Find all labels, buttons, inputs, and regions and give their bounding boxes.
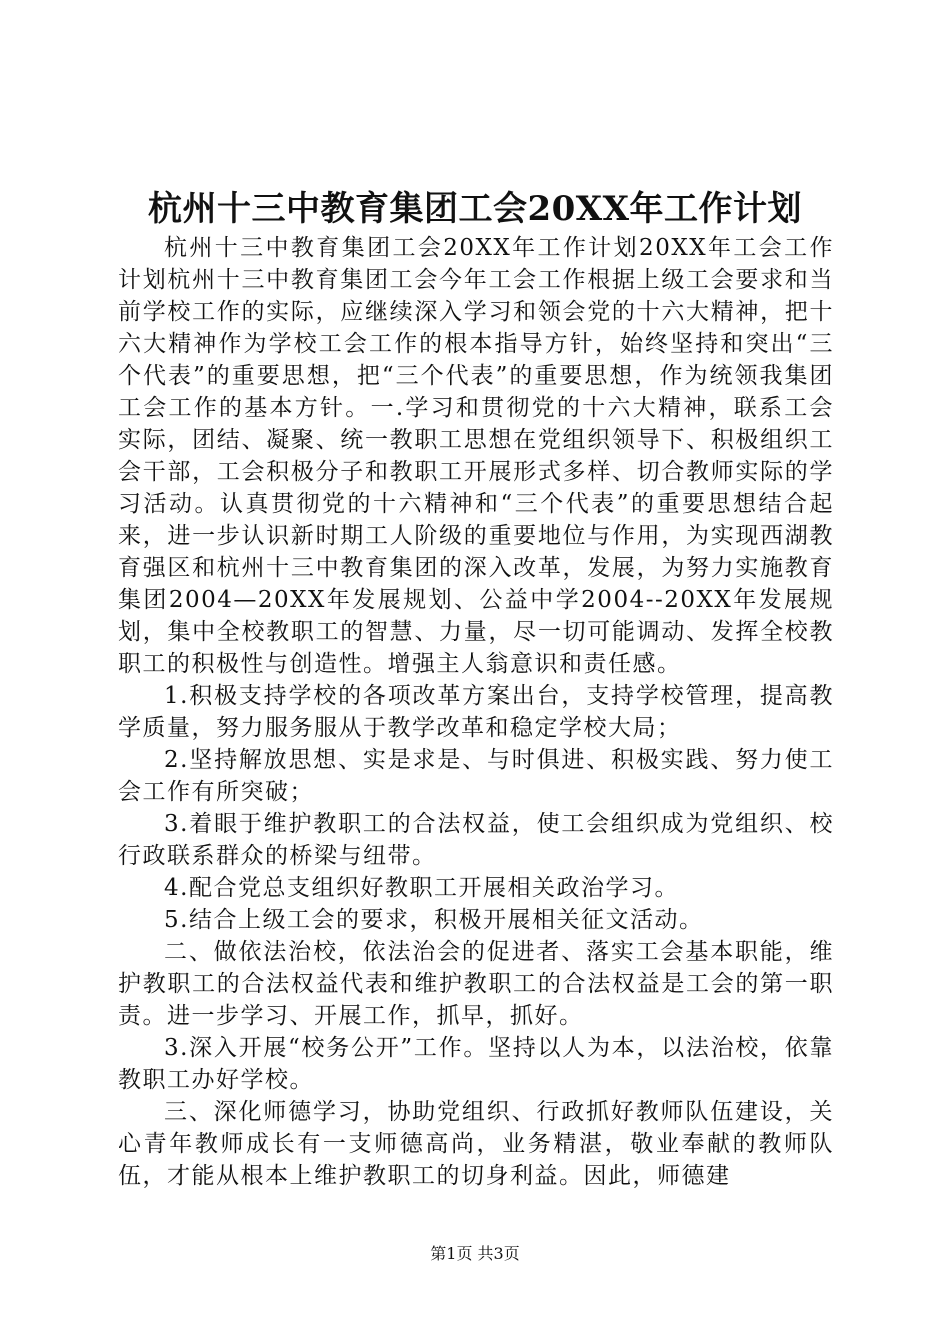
paragraph: 3.着眼于维护教职工的合法权益，使工会组织成为党组织、校行政联系群众的桥梁与纽带。 [118,811,834,869]
paragraph: 2.坚持解放思想、实是求是、与时俱进、积极实践、努力使工会工作有所突破； [118,747,834,805]
document-title: 杭州十三中教育集团工会20XX年工作计划 [147,189,803,229]
page-footer: 第1页 共3页 [430,1244,520,1263]
paragraph: 3.深入开展“校务公开”工作。坚持以人为本，以法治校，依靠教职工办好学校。 [118,1035,834,1093]
paragraph: 三、深化师德学习，协助党组织、行政抓好教师队伍建设，关心青年教师成长有一支师德高尚，业务精湛，敬业奉献的教师队伍，才能从根本上维护教职工的切身利益。因此，师德建 [118,1099,834,1189]
paragraph: 杭州十三中教育集团工会20XX年工作计划20XX年工会工作计划杭州十三中教育集团工会今年工会工作根据上级工会要求和当前学校工作的实际，应继续深入学习和领会党的十六大精神，把十六大精神作为学校工会工作的根本指导方针，始终坚持和突出“三个代表”的重要思想，把“三个代表”的重要思想，作为统领我集团工会工作的基本方针。一.学习和贯彻党的十六大精神，联系工会实际，团结、凝聚、统一教职工思想在党组织领导下、积极组织工会干部，工会积极分子和教职工开展形式多样、切合教师实际的学习活动。认真贯彻党的十六精神和“三个代表”的重要思想结合起来，进一步认识新时期工人阶级的重要地位与作用，为实现西湖教育强区和杭州十三中教育集团的深入改革，发展，为努力实施教育集团2004—20XX年发展规划、公益中学2004--20XX年发展规划，集中全校教职工的智慧、力量，尽一切可能调动、发挥全校教职工的积极性与创造性。增强主人翁意识和责任感。 [118,235,834,677]
paragraph: 5.结合上级工会的要求，积极开展相关征文活动。 [164,907,704,933]
document-body [118,232,834,1192]
paragraph: 1.积极支持学校的各项改革方案出台，支持学校管理，提高教学质量，努力服务服从于教学改革和稳定学校大局； [118,683,834,741]
paragraph: 4.配合党总支组织好教职工开展相关政治学习。 [164,875,679,901]
paragraph: 二、做依法治校，依法治会的促进者、落实工会基本职能，维护教职工的合法权益代表和维护教职工的合法权益是工会的第一职责。进一步学习、开展工作，抓早，抓好。 [118,939,834,1029]
